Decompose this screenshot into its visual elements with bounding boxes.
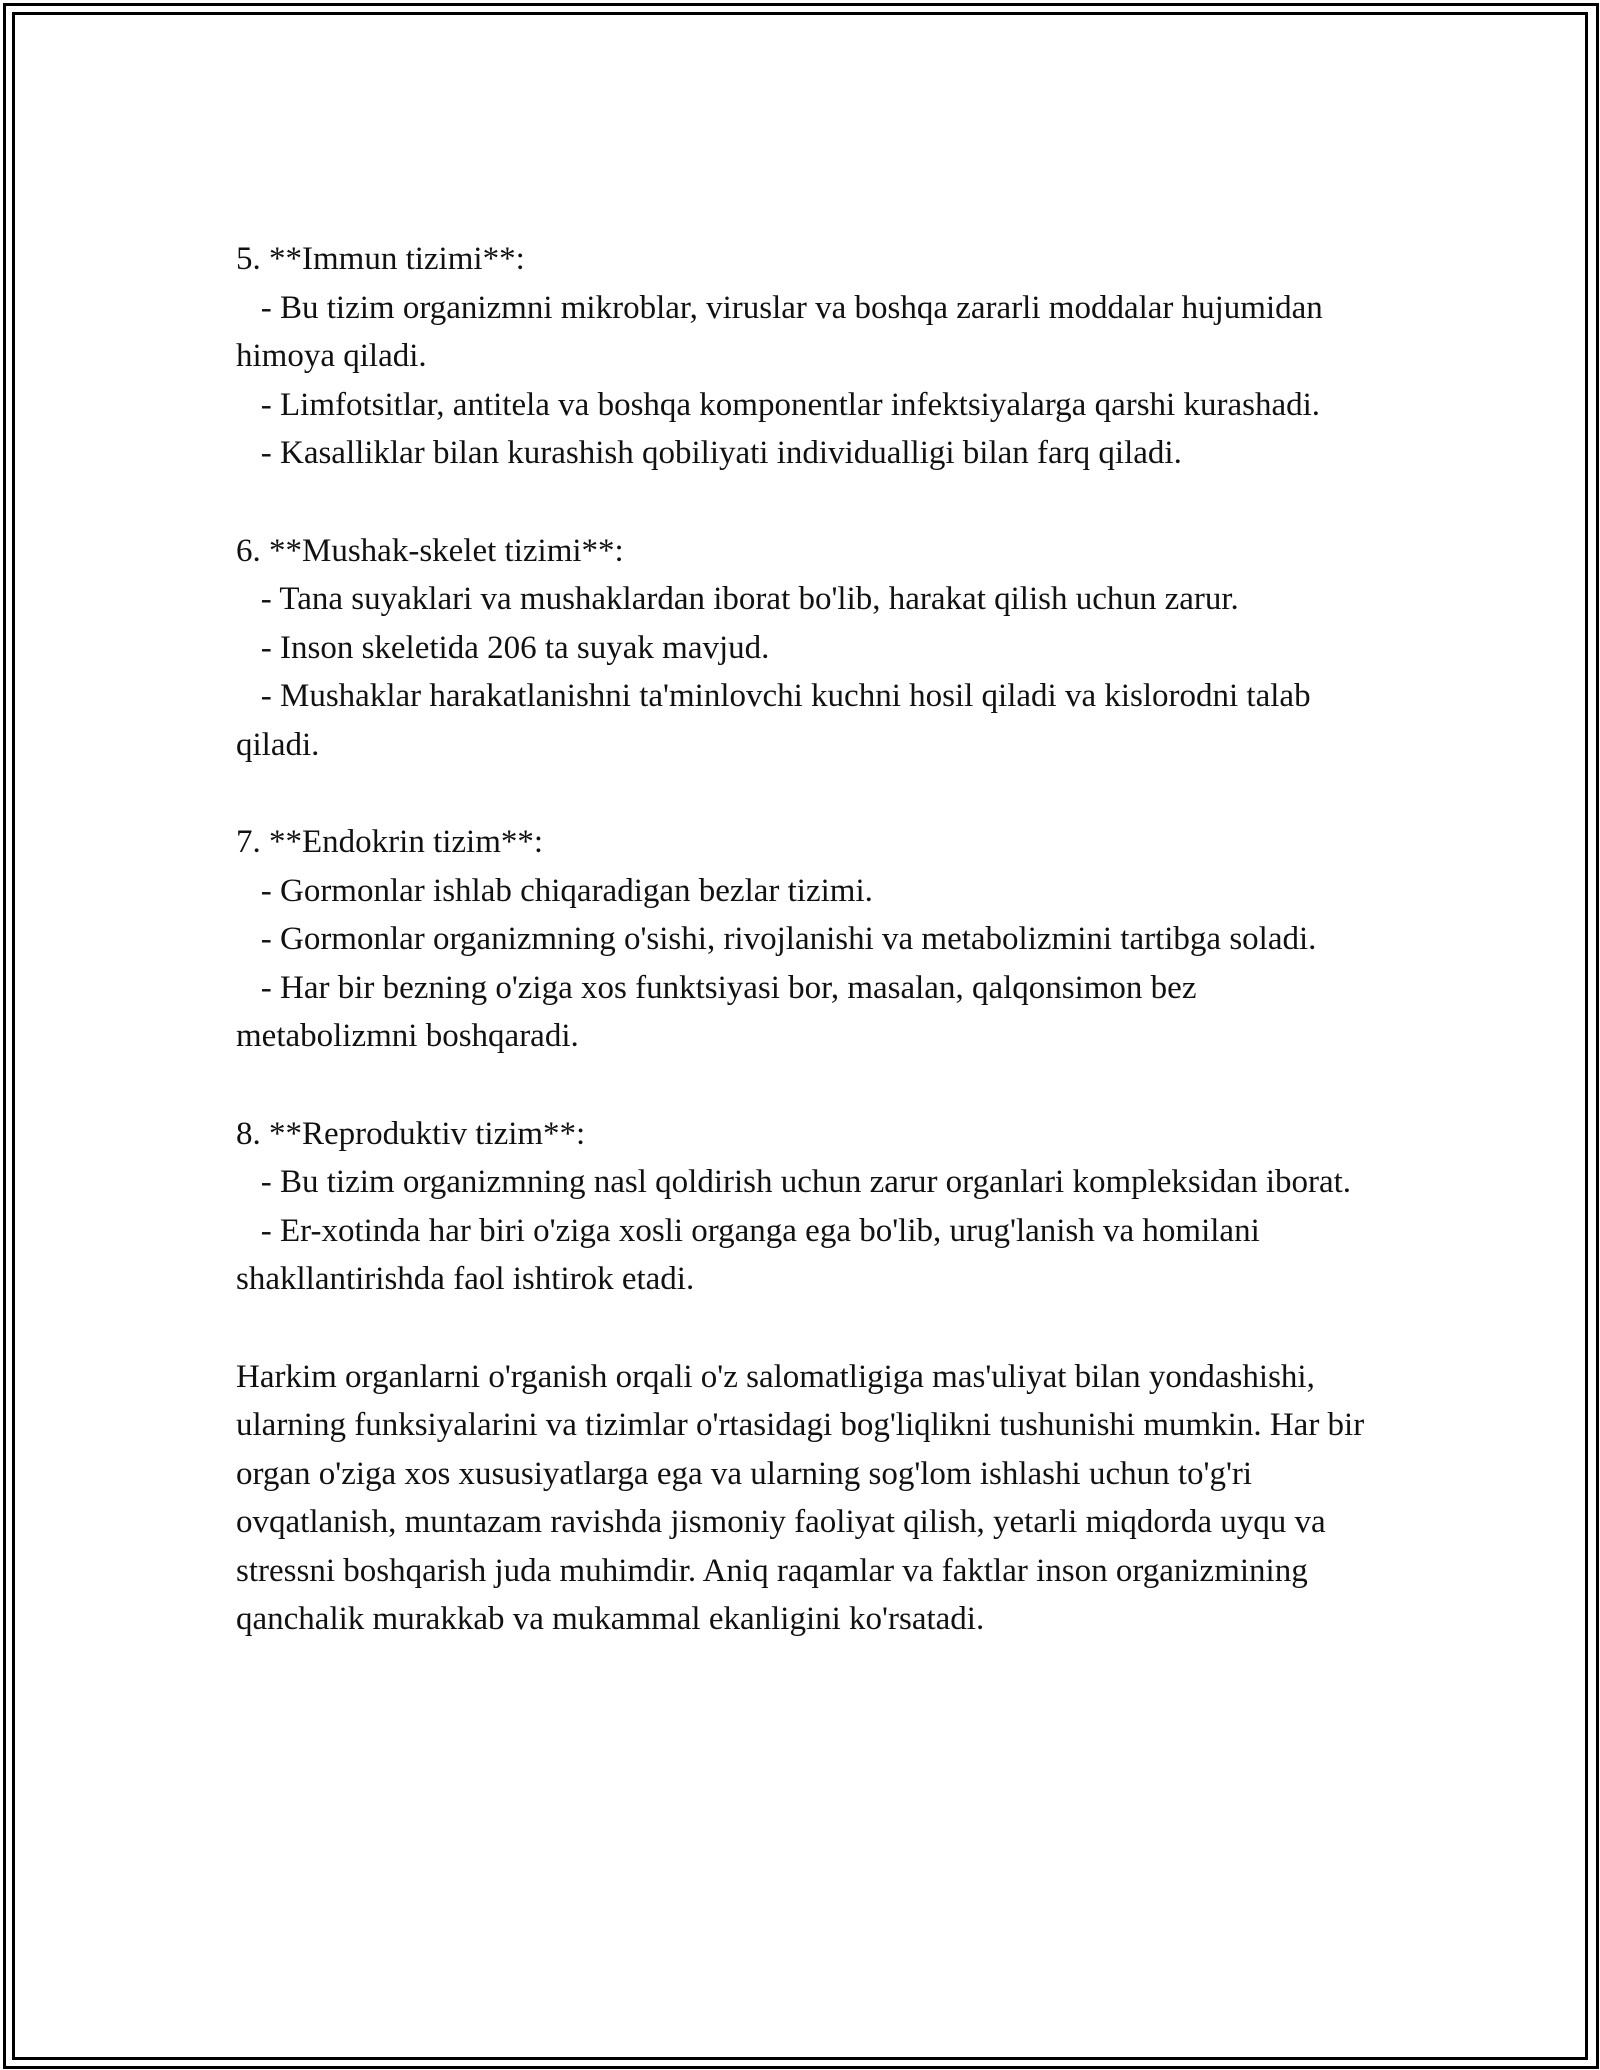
bullet-item: - Mushaklar harakatlanishni ta'minlovchi kuchni hosil qiladi va kislorodni talab qiladi. xyxy=(236,678,1319,763)
section-immune-system xyxy=(236,235,1366,478)
section-heading: 5. **Immun tizimi**: xyxy=(236,241,525,277)
bullet-item: - Bu tizim organizmni mikroblar, viruslar va boshqa zararli moddalar hujumidan himoya qiladi. xyxy=(236,289,1332,374)
bullet-item: - Bu tizim organizmning nasl qoldirish uchun zarur organlari kompleksidan iborat. xyxy=(236,1164,1352,1200)
document-body xyxy=(236,235,1366,1644)
bullet-item: - Limfotsitlar, antitela va boshqa komponentlar infektsiyalarga qarshi kurashadi. xyxy=(236,386,1321,423)
section-heading: 8. **Reproduktiv tizim**: xyxy=(236,1115,586,1152)
section-reproductive-system xyxy=(236,1110,1366,1304)
bullet-item: - Er-xotinda har biri o'ziga xosli organga ega bo'lib, urug'lanish va homilani shakllantirishda faol ishtirok etadi. xyxy=(236,1212,1268,1297)
bullet-item: - Kasalliklar bilan kurashish qobiliyati individualligi bilan farq qiladi. xyxy=(236,435,1182,471)
bullet-item: - Tana suyaklari va mushaklardan iborat bo'lib, harakat qilish uchun zarur. xyxy=(236,581,1239,617)
section-heading: 6. **Mushak-skelet tizimi**: xyxy=(236,532,624,569)
closing-paragraph: Harkim organlarni o'rganish orqali o'z salomatligiga mas'uliyat bilan yondashishi, ularning funksiyalarini va tizimlar o'rtasidagi bog'liqlikni tushunishi mumkin. Har bir organ o'ziga xos xususiyatlarga ega va ularning sog'lom ishlashi uchun to'g'ri ovqatlanish, muntazam ravishda jismoniy faoliyat qilish, yetarli miqdorda uyqu va stressni boshqarish juda muhimdir. Aniq raqamlar va faktlar inson organizmining qanchalik murakkab va mukammal ekanligini ko'rsatadi. xyxy=(236,1358,1365,1637)
section-endocrine-system xyxy=(236,818,1366,1061)
bullet-item: - Inson skeletida 206 ta suyak mavjud. xyxy=(236,629,770,666)
bullet-item: - Gormonlar organizmning o'sishi, rivojlanishi va metabolizmini tartibga soladi. xyxy=(236,921,1317,957)
bullet-item: - Gormonlar ishlab chiqaradigan bezlar tizimi. xyxy=(236,872,873,909)
section-heading: 7. **Endokrin tizim**: xyxy=(236,824,544,860)
bullet-item: - Har bir bezning o'ziga xos funktsiyasi bor, masalan, qalqonsimon bez metabolizmni boshqaradi. xyxy=(236,969,1205,1054)
section-musculoskeletal-system xyxy=(236,527,1366,770)
